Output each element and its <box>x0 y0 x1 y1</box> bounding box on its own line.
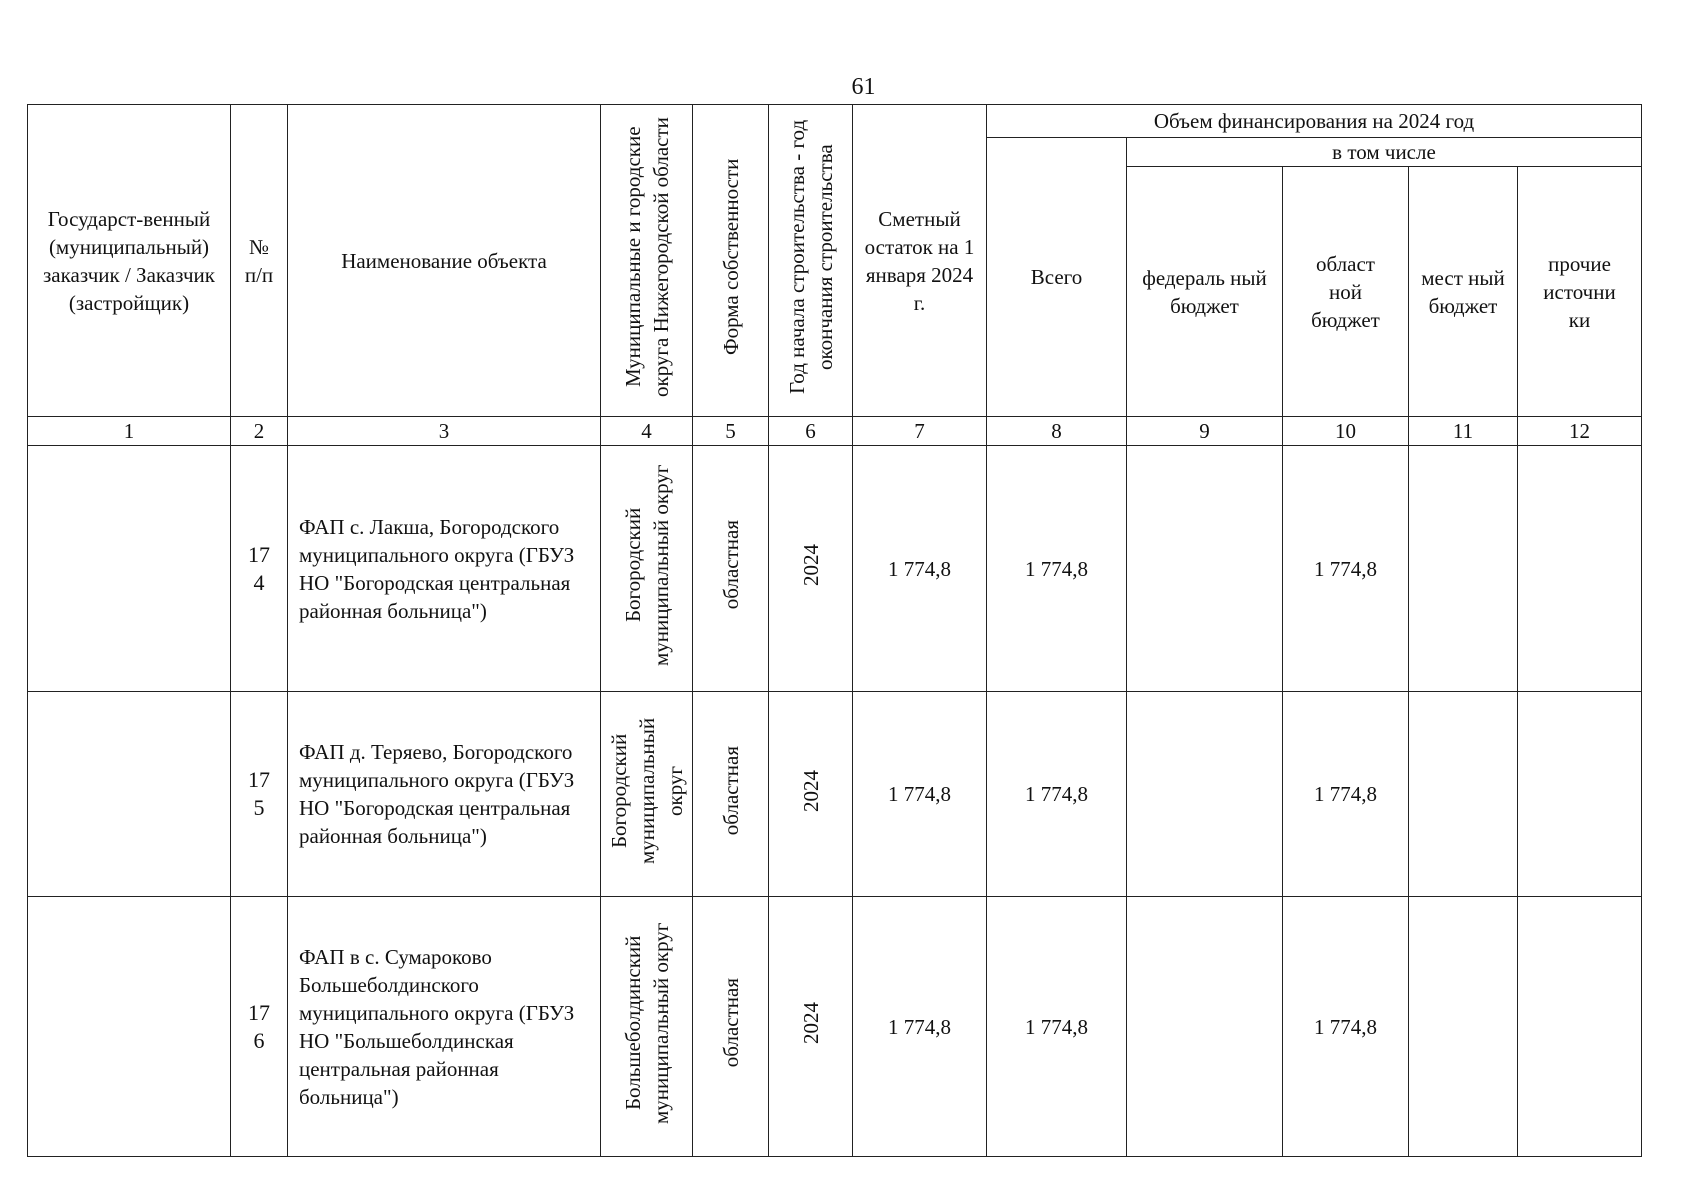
table-row <box>28 446 1642 692</box>
column-number: 4 <box>601 417 693 446</box>
header-local: мест ный бюджет <box>1409 167 1518 417</box>
cell-customer <box>28 692 231 897</box>
cell-ownership: областная <box>693 692 769 897</box>
cell-district: Богородский муниципальный округ <box>601 692 693 897</box>
cell-years: 2024 <box>769 897 853 1157</box>
header-regional: област ной бюджет <box>1283 167 1409 417</box>
cell-local <box>1409 692 1518 897</box>
table-row <box>28 692 1642 897</box>
column-number: 8 <box>987 417 1127 446</box>
cell-years: 2024 <box>769 446 853 692</box>
header-subgroup: в том числе <box>1127 138 1642 167</box>
cell-customer <box>28 897 231 1157</box>
cell-remaining: 1 774,8 <box>853 446 987 692</box>
header-ownership: Форма собственности <box>693 105 769 417</box>
financing-table <box>27 104 1642 1157</box>
cell-total: 1 774,8 <box>987 446 1127 692</box>
column-number: 7 <box>853 417 987 446</box>
column-number: 1 <box>28 417 231 446</box>
cell-federal <box>1127 446 1283 692</box>
cell-federal <box>1127 897 1283 1157</box>
cell-other <box>1518 446 1642 692</box>
cell-number: 17 6 <box>231 897 288 1157</box>
column-number: 5 <box>693 417 769 446</box>
cell-ownership: областная <box>693 446 769 692</box>
header-number: № п/п <box>231 105 288 417</box>
cell-number: 17 4 <box>231 446 288 692</box>
cell-customer <box>28 446 231 692</box>
cell-object-name: ФАП д. Теряево, Богородского муниципального округа (ГБУЗ НО "Богородская центральная районная больница") <box>288 692 601 897</box>
page-number: 61 <box>851 74 876 100</box>
column-number: 11 <box>1409 417 1518 446</box>
cell-total: 1 774,8 <box>987 692 1127 897</box>
cell-total: 1 774,8 <box>987 897 1127 1157</box>
column-number-row <box>28 417 1642 446</box>
column-number: 12 <box>1518 417 1642 446</box>
cell-object-name: ФАП в с. Сумароково Большеболдинского муниципального округа (ГБУЗ НО "Большеболдинская центральная районная больница") <box>288 897 601 1157</box>
cell-regional: 1 774,8 <box>1283 897 1409 1157</box>
cell-local <box>1409 897 1518 1157</box>
header-other: прочие источни ки <box>1518 167 1642 417</box>
column-number: 9 <box>1127 417 1283 446</box>
cell-regional: 1 774,8 <box>1283 692 1409 897</box>
column-number: 2 <box>231 417 288 446</box>
cell-district: Большеболдинский муниципальный округ <box>601 897 693 1157</box>
header-funding-group: Объем финансирования на 2024 год <box>987 105 1642 138</box>
table-row <box>28 897 1642 1157</box>
header-years: Год начала строительства - год окончания строительства <box>769 105 853 417</box>
header-customer: Государст-венный (муниципальный) заказчик / Заказчик (застройщик) <box>28 105 231 417</box>
header-district: Муниципальные и городские округа Нижегородской области <box>601 105 693 417</box>
column-number: 6 <box>769 417 853 446</box>
cell-federal <box>1127 692 1283 897</box>
cell-object-name: ФАП с. Лакша, Богородского муниципального округа (ГБУЗ НО "Богородская центральная районная больница") <box>288 446 601 692</box>
cell-number: 17 5 <box>231 692 288 897</box>
header-total: Всего <box>987 138 1127 417</box>
cell-local <box>1409 446 1518 692</box>
cell-regional: 1 774,8 <box>1283 446 1409 692</box>
header-row-1 <box>28 105 1642 138</box>
column-number: 3 <box>288 417 601 446</box>
cell-district: Богородский муниципальный округ <box>601 446 693 692</box>
cell-ownership: областная <box>693 897 769 1157</box>
cell-years: 2024 <box>769 692 853 897</box>
cell-other <box>1518 897 1642 1157</box>
header-federal: федераль ный бюджет <box>1127 167 1283 417</box>
cell-remaining: 1 774,8 <box>853 897 987 1157</box>
header-object-name: Наименование объекта <box>288 105 601 417</box>
column-number: 10 <box>1283 417 1409 446</box>
cell-other <box>1518 692 1642 897</box>
cell-remaining: 1 774,8 <box>853 692 987 897</box>
header-remaining: Сметный остаток на 1 января 2024 г. <box>853 105 987 417</box>
